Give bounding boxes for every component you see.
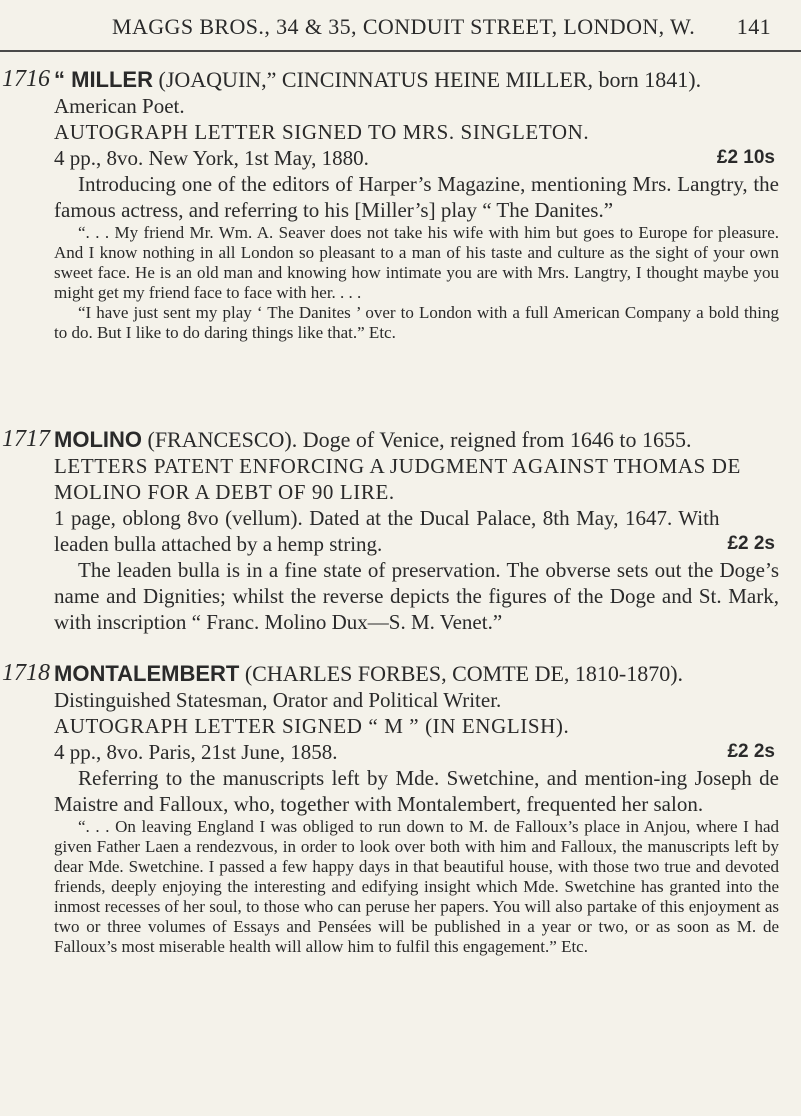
entry-description: Distinguished Statesman, Orator and Political Writer. bbox=[54, 688, 502, 712]
entry-heading-rest: (CHARLES FORBES, COMTE DE, 1810-1870). bbox=[239, 661, 684, 686]
entry-number: 1718 bbox=[2, 660, 50, 686]
entry-format: 4 pp., 8vo. New York, 1st May, 1880. bbox=[54, 146, 369, 170]
entry-name: MONTALEMBERT bbox=[54, 661, 240, 686]
entry-price: £2 10s bbox=[716, 147, 775, 168]
entry-title: LETTERS PATENT ENFORCING A JUDGMENT AGAINST THOMAS DE MOLINO FOR A DEBT OF 90 LIRE. bbox=[54, 454, 741, 504]
entry-name: MOLINO bbox=[54, 427, 142, 452]
page-number: 141 bbox=[736, 14, 771, 39]
header-rule bbox=[0, 50, 801, 52]
entry-heading bbox=[54, 66, 779, 93]
entry-quote: “. . . My friend Mr. Wm. A. Seaver does not take his wife with him but goes to Europe for pleasure. And I know nothing in all London so pleasant to a man of his taste and culture as the sight of your own sweet face. He is an old man and knowing how intimate you are with Mrs. Langtry, I thought maybe you might get my friend face to face with her. . . . bbox=[54, 223, 779, 302]
running-header bbox=[112, 14, 771, 40]
entry-quote: “. . . On leaving England I was obliged to run down to M. de Falloux’s place in Anjou, where I had given Father Laen a rendezvous, in order to look over both with him and Falloux, the manuscripts left by dear Mde. Swetchine. I passed a few happy days in that beautiful house, with those two true and devoted friends, deeply enjoying the interesting and edifying insight which Mde. Swetchine has granted into the inmost recesses of her soul, to those who can peruse her papers. You will also partake of this enjoyment as two or three volumes of Essays and Pensées will be published in a year or two, or as soon as M. de Falloux’s most miserable health will allow him to fulfil this engagement.” Etc. bbox=[54, 817, 779, 956]
entry-number: 1717 bbox=[2, 426, 50, 452]
entry-body: Introducing one of the editors of Harper’s Magazine, mentioning Mrs. Langtry, the famous actress, and referring to his [Miller’s] play “ The Danites.” bbox=[54, 172, 779, 222]
entry-format-line bbox=[54, 145, 779, 171]
entry-body: The leaden bulla is in a fine state of preservation. The obverse sets out the Doge’s name and Dignities; whilst the reverse depicts the figures of the Doge and St. Mark, with inscription “ Franc. Molino Dux—S. M. Venet.” bbox=[54, 558, 779, 634]
entry-body: Referring to the manuscripts left by Mde. Swetchine, and mention-ing Joseph de Maistre and Falloux, who, together with Montalembert, frequented her salon. bbox=[54, 766, 779, 816]
entry-heading bbox=[54, 426, 779, 453]
header-publisher: MAGGS BROS., 34 & 35, CONDUIT STREET, LONDON, W. bbox=[112, 14, 696, 39]
entry-description: American Poet. bbox=[54, 94, 185, 118]
entry-heading bbox=[54, 660, 779, 687]
entry-format: 4 pp., 8vo. Paris, 21st June, 1858. bbox=[54, 740, 338, 764]
entry-quote: “I have just sent my play ‘ The Danites ’ over to London with a full American Company a bold thing to do. But I like to do daring things like that.” Etc. bbox=[54, 303, 779, 342]
entry-name: “ MILLER bbox=[54, 67, 153, 92]
entry-format: 1 page, oblong 8vo (vellum). Dated at the Ducal Palace, 8th May, 1647. With leaden bulla attached by a hemp string. bbox=[54, 506, 720, 556]
entry-price: £2 2s bbox=[727, 741, 775, 762]
entry-title: AUTOGRAPH LETTER SIGNED “ M ” (IN ENGLISH). bbox=[54, 714, 570, 738]
entry-price: £2 2s bbox=[727, 533, 775, 554]
entry-heading-rest: (JOAQUIN,” CINCINNATUS HEINE MILLER, born 1841). bbox=[153, 67, 702, 92]
entry-title: AUTOGRAPH LETTER SIGNED TO MRS. SINGLETON. bbox=[54, 120, 590, 144]
entry-format-line bbox=[54, 739, 779, 765]
entry-heading-rest: (FRANCESCO). Doge of Venice, reigned from 1646 to 1655. bbox=[142, 427, 692, 452]
entry-format-line bbox=[54, 505, 779, 557]
entry-number: 1716 bbox=[2, 66, 50, 92]
